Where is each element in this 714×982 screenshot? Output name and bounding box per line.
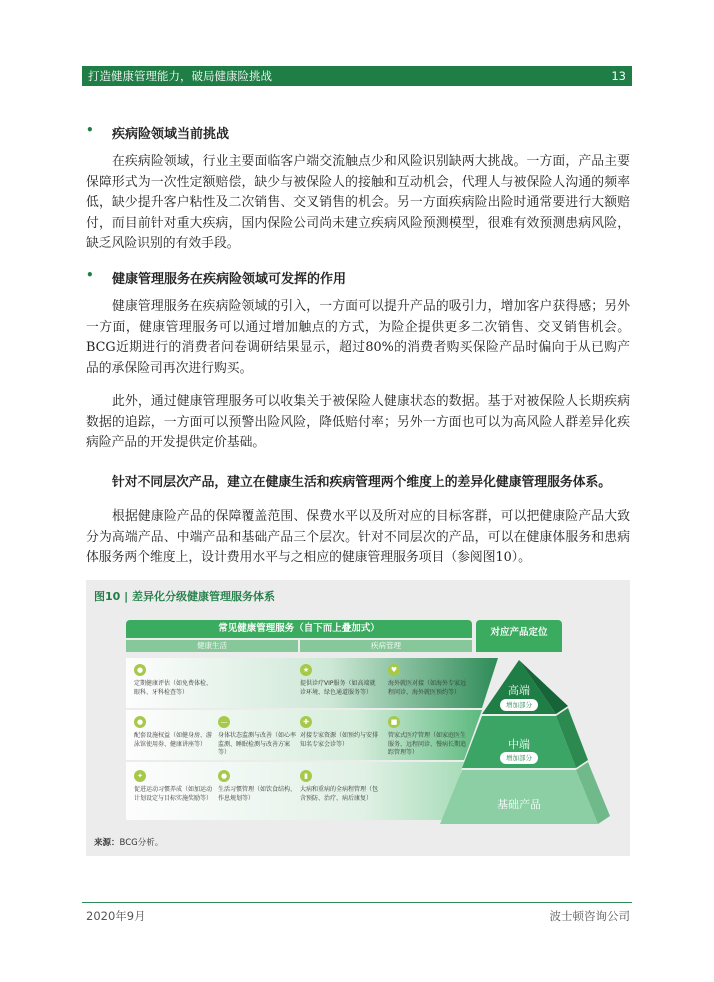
expert-icon: ✚ [300,716,312,728]
heart-icon: ♥ [388,664,400,676]
figure-graphics [86,580,630,856]
services-header: 常见健康管理服务（自下而上叠加式） [126,620,472,638]
medical-manager-icon: ■ [388,716,400,728]
figure-source: 来源：BCG分析。 [94,838,164,848]
pyramid-base-label: 基础产品 [497,798,541,811]
health-check-icon: ● [134,664,146,676]
figure-title: 图10 | 差异化分级健康管理服务体系 [94,590,275,603]
exercise-icon: ✦ [134,770,146,782]
footer-date: 2020年9月 [86,909,146,923]
header-title: 打造健康管理能力，破局健康险挑战 [88,69,272,83]
apple-icon: ● [218,770,230,782]
paragraph-1: 在疾病险领域，行业主要面临客户端交流触点少和风险识别缺两大挑战。一方面，产品主要保障形式为一次性定额赔偿，缺少与被保险人的接触和互动机会，代理人与被保险人沟通的频率低，缺少提升客户粘性及二次销售、交叉销售的机会。另一方面疾病险出险时通常要进行大额赔付，而目前针对重大疾病，国内保险公司尚未建立疾病风险预测模型，很难有效预测患病风险，缺乏风险识别的有效手段。 [86,154,630,251]
positioning-header: 对应产品定位 [476,620,562,652]
healthy-life-header: 健康生活 [126,640,298,652]
bullet-icon: • [86,268,94,282]
disease-mgmt-header: 疾病管理 [300,640,472,652]
pyramid-high-label: 高端 [508,684,530,697]
paragraph-2: 健康管理服务在疾病险领域的引入，一方面可以提升产品的吸引力，增加客户获得感；另外一方面，健康管理服务可以通过增加触点的方式，为险企提供更多二次销售、交叉销售机会。BCG近期进行的消费者问卷调研结果显示，超过80%的消费者购买保险产品时偏向于从已购产品的承保险司再次进行购买。 [86,299,630,376]
pyramid-mid-label: 中端 [508,738,530,751]
footer-company: 波士顿咨询公司 [549,909,630,923]
footer-divider [82,902,632,903]
pyramid-high-sub: 增加部分 [500,699,538,711]
full-cycle-care-icon: ▮ [300,770,312,782]
pyramid-mid-sub: 增加部分 [500,752,538,764]
paragraph-3: 此外，通过健康管理服务可以收集关于被保险人健康状态的数据。基于对被保险人长期疾病数据的追踪，一方面可以预警出险风险，降低赔付率；另外一方面也可以为高风险人群差异化疾病险产品的开发提供定价基础。 [86,394,630,450]
emphasis-line: 针对不同层次产品，建立在健康生活和疾病管理两个维度上的差异化健康管理服务体系。 [112,475,612,490]
paragraph-4: 根据健康险产品的保障覆盖范围、保费水平以及所对应的目标客群，可以把健康险产品大致分为高端产品、中端产品和基础产品三个层次。针对不同层次的产品，可以在健康体服务和患病体服务两个维度上，设计费用水平与之相应的健康管理服务项目（参阅图10）。 [86,509,630,565]
vip-star-icon: ★ [300,664,312,676]
gym-icon: ● [134,716,146,728]
figure-10: 图10 | 差异化分级健康管理服务体系 常见健康管理服务（自下而上叠加式） 健康生活 疾病管理 对应产品定位 ● 定期健康评估（如免费体检、眼科、牙科检查等） ★ 提供诊疗VIP服务（如高端就诊环境、绿色通道服务等） ♥ 海外就医对接（如海外专家远程问诊、海外就医预约等） ● 配套设施权益（如健身房、游泳馆使用券、健康讲座等） — 身体状态监测与改善（如心率监测、睡眠检测与改善方案等） ✚ 对接专家资源（如预约与安排知名专家会诊等） ■ 管家式医疗管理（如家庭医生服务、远程问诊、慢病长期追踪管理等） ✦ 促进运动习惯养成（如加运动计划设定与目标实施奖励等） ● 生活习惯管理（如饮食结构、作息规划等） ▮ 大病和重病的全病程管理（包含预防、治疗、病后康复） 高端 增加部分 中端 增加部分 基础产品 来源：BCG分析。 [86,580,630,856]
page-number: 13 [611,69,626,83]
bullet-icon: • [86,123,94,137]
monitor-icon: — [218,716,230,728]
page-header [82,66,632,86]
